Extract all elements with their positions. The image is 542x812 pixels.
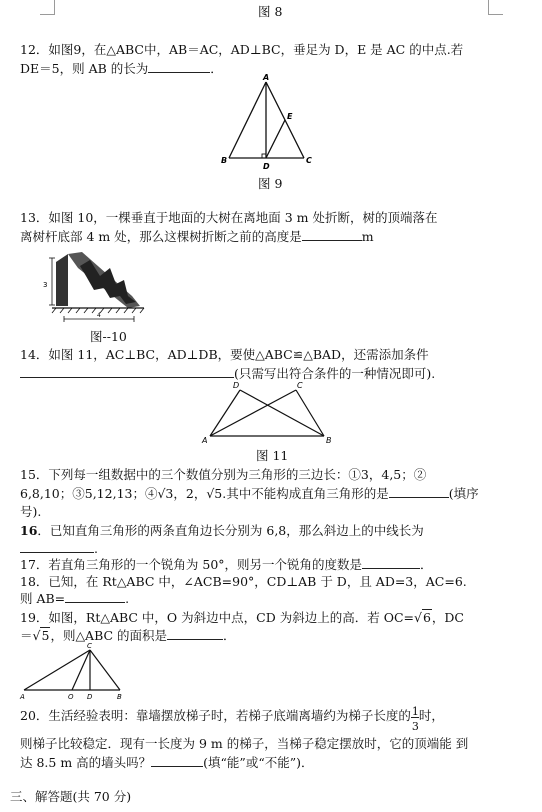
fig11-label-d: D [233, 381, 240, 390]
q16-end: . [94, 541, 98, 556]
q18-line-2 [20, 590, 526, 607]
q16-line-2 [20, 540, 526, 557]
q20-line-1 [20, 704, 526, 733]
q20-hint: (填“能”或“不能”)． [203, 755, 314, 770]
fig11-label-c: C [297, 381, 303, 390]
fig11-label-b: B [326, 436, 332, 445]
q19-answer-blank[interactable] [167, 627, 223, 640]
q17-text: 17．若直角三角形的一个锐角为 50°，则另一个锐角的度数是 [20, 557, 363, 572]
q16-text: ．已知直角三角形的两条直角边长分别为 6,8，那么斜边上的中线长为 [37, 523, 424, 538]
q16-line-1 [20, 522, 526, 539]
page-corner-mark-left [40, 0, 55, 15]
figure-8-caption: 图 8 [258, 4, 283, 19]
q20-line-2: 则梯子比较稳定．现有一长度为 9 m 的梯子，当梯子稳定摆放时，它的顶端能 到 [20, 736, 469, 751]
figure-9-triangle [218, 73, 318, 171]
figure-11-caption: 图 11 [256, 448, 289, 463]
q16-number: 16 [20, 523, 38, 538]
q12-answer-blank[interactable] [148, 60, 210, 73]
q15-line-2 [20, 485, 526, 502]
fig9-label-e: E [287, 112, 293, 121]
q15-hint: (填序 [448, 486, 479, 501]
figure-10-caption: 图--10 [90, 329, 127, 344]
q13-answer-blank[interactable] [302, 228, 362, 241]
fig10-height-label: 3 [43, 281, 48, 289]
figure-9-caption: 图 9 [258, 176, 283, 191]
q17-answer-blank[interactable] [362, 556, 420, 569]
fig9-label-c: C [306, 156, 312, 165]
fig10-width-label: 4 [97, 312, 101, 319]
q13-line-2 [20, 228, 526, 245]
q14-answer-blank[interactable] [20, 365, 234, 378]
q19-text-b: ，DC [431, 610, 464, 625]
q19-sqrt-6: √6 [413, 610, 431, 625]
figure-11-triangles [200, 380, 340, 450]
q17-line-1 [20, 556, 526, 573]
q15-line-1: 15．下列每一组数据中的三个数值分别为三角形的三边长：①3，4,5；② [20, 467, 427, 482]
q16-answer-blank[interactable] [20, 540, 94, 553]
q12-line-1: 12．如图9，在△ABC中，AB＝AC，AD⊥BC，垂足为 D，E 是 AC 的中点.若 [20, 42, 464, 57]
q13-unit: m [361, 229, 374, 244]
q19-text-d: ，则△ABC 的面积是 [50, 628, 168, 643]
q13-line-1: 13．如图 10，一棵垂直于地面的大树在离地面 3 m 处折断，树的顶端落在 [20, 210, 438, 225]
q20-answer-blank[interactable] [151, 754, 203, 767]
q14-line-1: 14．如图 11，AC⊥BC，AD⊥DB，要使△ABC≌△BAD，还需添加条件 [20, 347, 429, 362]
q20-line-3 [20, 754, 526, 771]
q19-end: ． [223, 628, 236, 643]
q12-text: DE＝5，则 AB 的长为 [20, 61, 149, 76]
q17-end: ． [420, 557, 433, 572]
q13-text: 离树杆底部 4 m 处，那么这棵树折断之前的高度是 [20, 229, 302, 244]
fig11-label-a: A [202, 436, 208, 445]
q20-text-c: 达 8.5 m 高的墙头吗？ [20, 755, 152, 770]
q18-text: 则 AB= [20, 591, 66, 606]
q15-answer-blank[interactable] [389, 485, 449, 498]
q19-sqrt-5: √5 [32, 628, 50, 643]
q15-line-3: 号). [20, 504, 42, 519]
q19-text-a: 19．如图，Rt△ABC 中，O 为斜边中点，CD 为斜边上的高．若 OC= [20, 610, 414, 625]
q19-line-1 [20, 609, 526, 626]
q15-text: 6,8,10；③5,12,13；④√3，2，√5.其中不能构成直角三角形的是 [20, 486, 389, 501]
figure-10-broken-tree [40, 250, 150, 338]
section-3-heading: 三、解答题(共 70 分) [10, 789, 132, 804]
q19-text-c: ＝ [20, 628, 33, 643]
q18-answer-blank[interactable] [65, 590, 125, 603]
fig9-label-d: D [263, 162, 270, 171]
q20-text-a: 20．生活经验表明：靠墙摆放梯子时，若梯子底端离墙约为梯子长度的 [20, 708, 411, 723]
q14-hint: (只需写出符合条件的一种情况即可). [234, 366, 436, 381]
q20-fraction-one-third: $\frac{1}{3}$ [411, 704, 419, 733]
page-corner-mark-right [488, 0, 503, 15]
q19-label-a: A [20, 693, 25, 701]
q19-label-d: D [87, 693, 93, 701]
q19-label-c: C [87, 642, 92, 650]
q18-end: . [125, 591, 130, 606]
q18-line-1: 18．已知，在 Rt△ABC 中，∠ACB=90°，CD⊥AB 于 D，且 AD=3，AC=6. [20, 574, 467, 589]
q12-end: ． [210, 61, 223, 76]
figure-q19-right-triangle [16, 642, 126, 702]
q19-label-b: B [117, 693, 122, 701]
q19-label-o: O [68, 693, 74, 701]
q20-text-b: 时， [418, 708, 444, 723]
fig9-label-a: A [263, 73, 270, 82]
fig9-label-b: B [221, 156, 228, 165]
